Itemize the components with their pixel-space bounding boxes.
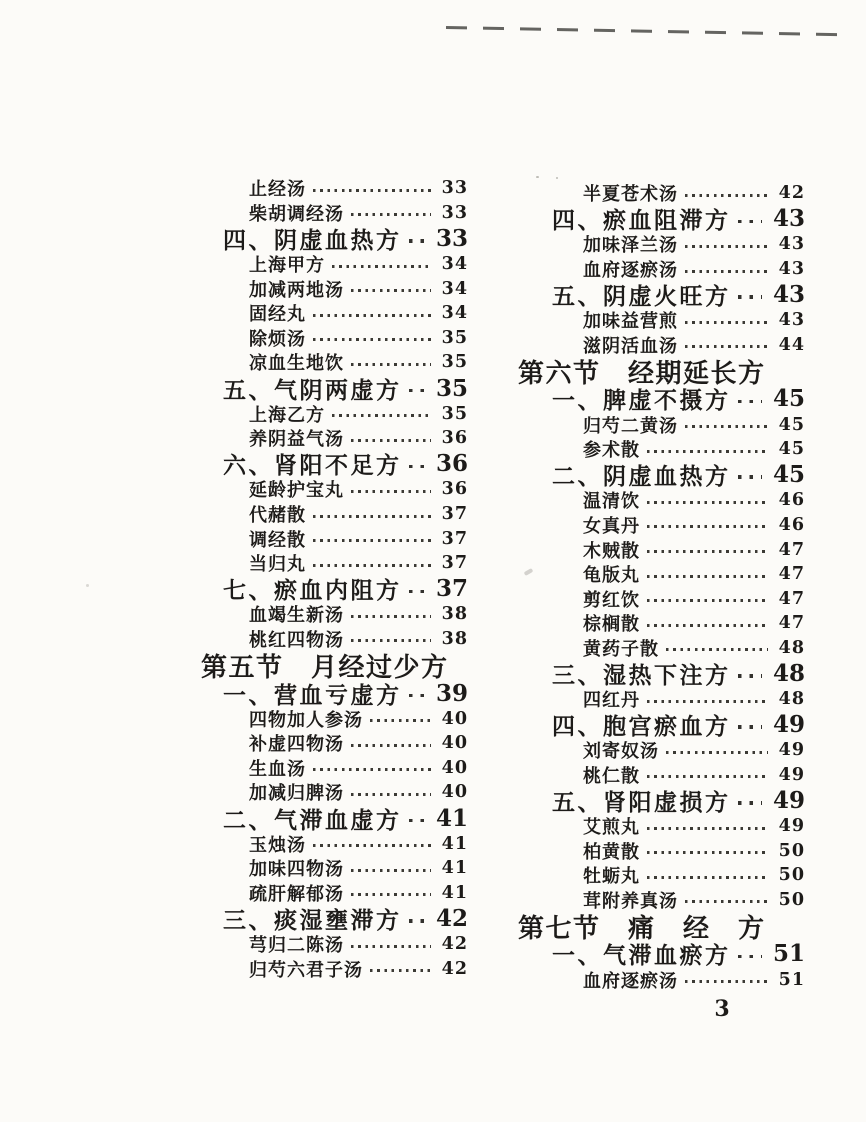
page-number-ref: 48: [772, 659, 805, 687]
toc-label: 黄药子散: [583, 638, 659, 660]
dot-leader: [370, 969, 431, 972]
dot-leader: [738, 725, 763, 729]
toc-row-entry: [200, 856, 468, 881]
page-number-ref: 41: [441, 858, 468, 879]
toc-label: 四红丹: [583, 690, 640, 712]
toc-row-entry: [200, 831, 468, 856]
dot-leader: [351, 869, 431, 872]
page-number-ref: 49: [772, 786, 805, 814]
dot-leader: [351, 439, 431, 442]
toc-row-entry: [512, 308, 805, 333]
dot-leader: [313, 314, 431, 317]
dot-leader: [647, 827, 768, 830]
page-number-ref: 49: [778, 740, 805, 761]
toc-label: 半夏苍术汤: [583, 184, 678, 206]
toc-column-right: [512, 181, 805, 992]
toc-label: 加味益营煎: [583, 311, 678, 333]
dot-leader: [647, 575, 768, 578]
dot-leader: [685, 321, 768, 324]
page-number-ref: 47: [778, 539, 805, 560]
page-number-ref: 33: [441, 202, 468, 223]
toc-row-entry: [512, 562, 805, 587]
dot-leader: [647, 599, 768, 602]
page-number-ref: 37: [441, 504, 468, 525]
toc-label: 归芍六君子汤: [249, 959, 363, 981]
toc-label: 代赭散: [249, 505, 306, 527]
toc-label: 延龄护宝丸: [249, 480, 344, 502]
dot-leader: [409, 590, 426, 594]
page-number-ref: 43: [772, 281, 805, 309]
page-number-ref: 45: [778, 439, 805, 460]
page-number-ref: 45: [778, 414, 805, 435]
page-number-ref: 46: [778, 514, 805, 535]
dot-leader: [647, 624, 768, 627]
page-number-ref: 42: [441, 958, 468, 979]
toc-row-entry: [200, 301, 468, 326]
toc-row-entry: [512, 488, 805, 513]
toc-label: 柴胡调经汤: [249, 203, 344, 225]
toc-label: 木贼散: [583, 540, 640, 562]
toc-label: 当归丸: [249, 554, 306, 576]
page-number-ref: 51: [772, 940, 805, 968]
page-number-ref: 48: [778, 637, 805, 658]
section-heading: 第七节 痛 经 方: [518, 913, 766, 944]
dot-leader: [647, 525, 768, 528]
dot-leader: [647, 700, 768, 703]
toc-label: 血竭生新汤: [249, 605, 344, 627]
toc-row-entry: [200, 502, 468, 527]
toc-row-entry: [512, 967, 805, 992]
toc-row-group: [200, 576, 468, 603]
page-number-ref: 37: [435, 575, 468, 603]
toc-row-group: [200, 375, 468, 402]
folio-page-number: 3: [714, 996, 730, 1022]
toc-row-group: [200, 225, 468, 252]
page-number-ref: 33: [441, 178, 468, 199]
page-number-ref: 36: [441, 428, 468, 449]
dot-leader: [409, 919, 426, 923]
page-number-ref: 34: [441, 278, 468, 299]
toc-label: 三、湿热下注方: [552, 661, 731, 689]
toc-row-entry: [200, 706, 468, 731]
dot-leader: [332, 265, 431, 268]
page-number-ref: 45: [772, 385, 805, 413]
toc-row-entry: [200, 756, 468, 781]
dot-leader: [351, 289, 431, 292]
toc-row-group: [200, 451, 468, 478]
toc-label: 加味四物汤: [249, 859, 344, 881]
page-number-ref: 36: [441, 479, 468, 500]
toc-label: 桃仁散: [583, 765, 640, 787]
toc-label: 温清饮: [583, 491, 640, 513]
page-number-ref: 47: [778, 613, 805, 634]
toc-row-section: [200, 651, 468, 684]
page-number-ref: 42: [441, 934, 468, 955]
page-number-ref: 41: [435, 804, 468, 832]
toc-label: 二、阴虚血热方: [552, 463, 731, 491]
dot-leader: [685, 900, 768, 903]
toc-label: 补虚四物汤: [249, 734, 344, 756]
page-number-ref: 42: [778, 183, 805, 204]
toc-label: 艾煎丸: [583, 817, 640, 839]
toc-label: 三、痰湿壅滞方: [223, 906, 402, 934]
dot-leader: [685, 245, 768, 248]
toc-label: 龟版丸: [583, 565, 640, 587]
page-number-ref: 46: [778, 490, 805, 511]
dot-leader: [351, 639, 431, 642]
toc-label: 加减归脾汤: [249, 783, 344, 805]
toc-row-entry: [200, 731, 468, 756]
dot-leader: [738, 400, 763, 404]
dot-leader: [332, 414, 431, 417]
page-number-ref: 39: [435, 679, 468, 707]
toc-label: 一、气滞血瘀方: [552, 942, 731, 970]
toc-row-entry: [200, 526, 468, 551]
dot-leader: [370, 719, 431, 722]
dot-leader: [351, 213, 431, 216]
toc-row-entry: [512, 738, 805, 763]
toc-row-entry: [512, 513, 805, 538]
toc-label: 养阴益气汤: [249, 429, 344, 451]
toc-label: 茸附养真汤: [583, 890, 678, 912]
toc-label: 芎归二陈汤: [249, 935, 344, 957]
toc-label: 归芍二黄汤: [583, 415, 678, 437]
dot-leader: [351, 945, 431, 948]
dot-leader: [647, 501, 768, 504]
page-number-ref: 43: [778, 310, 805, 331]
page-number-ref: 35: [441, 327, 468, 348]
toc-label: 二、气滞血虚方: [223, 806, 402, 834]
toc-label: 调经散: [249, 529, 306, 551]
dot-leader: [313, 189, 431, 192]
page-number-ref: 37: [441, 528, 468, 549]
toc-label: 除烦汤: [249, 328, 306, 350]
dot-leader: [351, 793, 431, 796]
toc-label: 上海甲方: [249, 255, 325, 277]
toc-label: 玉烛汤: [249, 834, 306, 856]
toc-row-entry: [200, 932, 468, 957]
scan-speck-artifact: [86, 584, 89, 587]
toc-label: 五、肾阳虚损方: [552, 788, 731, 816]
dot-leader: [313, 515, 431, 518]
page-number-ref: 47: [778, 588, 805, 609]
page-number-ref: 40: [441, 757, 468, 778]
toc-row-entry: [512, 838, 805, 863]
toc-label: 牡蛎丸: [583, 866, 640, 888]
page-number-ref: 40: [441, 708, 468, 729]
dot-leader: [666, 751, 768, 754]
toc-row-entry: [512, 611, 805, 636]
section-heading: 第六节 经期延长方: [518, 358, 766, 389]
page-number-ref: 50: [778, 889, 805, 910]
dot-leader: [738, 674, 763, 678]
toc-row-entry: [512, 537, 805, 562]
scan-speck-artifact: [556, 177, 558, 179]
toc-label: 六、肾阳不足方: [223, 452, 402, 480]
page-number-ref: 34: [441, 303, 468, 324]
toc-row-entry: [200, 276, 468, 301]
toc-row-group: [512, 281, 805, 311]
page-number-ref: 40: [441, 782, 468, 803]
dot-leader: [409, 465, 426, 469]
toc-label: 棕榈散: [583, 614, 640, 636]
toc-label: 刘寄奴汤: [583, 741, 659, 763]
toc-label: 四、瘀血阻滞方: [552, 207, 731, 235]
toc-label: 桃红四物汤: [249, 629, 344, 651]
toc-label: 滋阴活血汤: [583, 335, 678, 357]
page-number-ref: 38: [441, 604, 468, 625]
page-number-ref: 40: [441, 733, 468, 754]
toc-row-group: [512, 711, 805, 741]
dot-leader: [409, 694, 426, 698]
dot-leader: [647, 851, 768, 854]
dot-leader: [313, 338, 431, 341]
page-number-ref: 44: [778, 334, 805, 355]
toc-label: 四物加人参汤: [249, 709, 363, 731]
dot-leader: [351, 490, 431, 493]
dot-leader: [351, 363, 431, 366]
page-number-ref: 47: [778, 564, 805, 585]
toc-row-entry: [200, 252, 468, 277]
toc-row-group: [512, 461, 805, 491]
page-number-ref: 51: [778, 969, 805, 990]
toc-label: 止经汤: [249, 179, 306, 201]
dot-leader: [313, 844, 431, 847]
toc-label: 四、阴虚血热方: [223, 226, 402, 254]
page-number-ref: 45: [772, 461, 805, 489]
dot-leader: [685, 425, 768, 428]
page-number-ref: 43: [778, 234, 805, 255]
toc-label: 疏肝解郁汤: [249, 883, 344, 905]
section-heading: 第五节 月经过少方: [201, 653, 449, 684]
dot-leader: [738, 220, 763, 224]
page-number-ref: 35: [441, 403, 468, 424]
dot-leader: [738, 295, 763, 299]
page-number-ref: 36: [435, 450, 468, 478]
toc-label: 剪红饮: [583, 589, 640, 611]
toc-label: 参术散: [583, 440, 640, 462]
page-number-ref: 38: [441, 628, 468, 649]
toc-label: 加减两地汤: [249, 279, 344, 301]
dot-leader: [666, 648, 768, 651]
toc-row-entry: [200, 956, 468, 981]
dot-leader: [685, 270, 768, 273]
toc-row-group: [512, 787, 805, 814]
toc-label: 柏黄散: [583, 841, 640, 863]
dot-leader: [351, 615, 431, 618]
page-number-ref: 43: [778, 259, 805, 280]
page-number-ref: 49: [778, 816, 805, 837]
dot-leader: [738, 955, 763, 959]
dot-leader: [313, 539, 431, 542]
dot-leader: [647, 876, 768, 879]
toc-label: 固经丸: [249, 304, 306, 326]
dot-leader: [313, 564, 431, 567]
dot-leader: [409, 239, 426, 243]
toc-label: 上海乙方: [249, 404, 325, 426]
toc-row-entry: [512, 863, 805, 888]
dot-leader: [647, 550, 768, 553]
page-number-ref: 49: [772, 711, 805, 739]
toc-row-group: [512, 386, 805, 413]
top-dashed-rule: [446, 26, 844, 36]
toc-row-section: [512, 912, 805, 944]
dot-leader: [685, 345, 768, 348]
dot-leader: [738, 801, 763, 805]
toc-label: 血府逐瘀汤: [583, 260, 678, 282]
dot-leader: [409, 389, 426, 393]
page-number-ref: 48: [778, 689, 805, 710]
toc-label: 一、营血亏虚方: [223, 681, 402, 709]
toc-label: 四、胞宫瘀血方: [552, 713, 731, 741]
dot-leader: [685, 194, 768, 197]
page-number-ref: 37: [441, 553, 468, 574]
dot-leader: [738, 475, 763, 479]
dot-leader: [685, 980, 768, 983]
toc-label: 女真丹: [583, 515, 640, 537]
dot-leader: [313, 768, 431, 771]
dot-leader: [409, 819, 426, 823]
toc-row-group: [512, 660, 805, 687]
page-number-ref: 50: [778, 865, 805, 886]
toc-row-entry: [512, 814, 805, 839]
toc-row-entry: [200, 477, 468, 502]
page-number-ref: 33: [435, 224, 468, 252]
page-number-ref: 34: [441, 254, 468, 275]
toc-label: 一、脾虚不摄方: [552, 387, 731, 415]
dot-leader: [351, 744, 431, 747]
toc-column-left: [200, 176, 468, 981]
page-number-ref: 41: [441, 882, 468, 903]
toc-row-group: [200, 805, 468, 832]
toc-row-entry: [200, 602, 468, 627]
page-number-ref: 42: [435, 904, 468, 932]
page-number-ref: 49: [778, 764, 805, 785]
toc-label: 加味泽兰汤: [583, 235, 678, 257]
page-number-ref: 35: [435, 374, 468, 402]
page-number-ref: 43: [772, 205, 805, 233]
toc-row-entry: [512, 232, 805, 257]
toc-row-group: [200, 905, 468, 932]
page-number-ref: 41: [441, 833, 468, 854]
toc-label: 生血汤: [249, 758, 306, 780]
toc-label: 七、瘀血内阻方: [223, 577, 402, 605]
toc-row-entry: [200, 401, 468, 426]
toc-label: 五、阴虚火旺方: [552, 283, 731, 311]
toc-row-section: [512, 357, 805, 389]
toc-label: 凉血生地饮: [249, 353, 344, 375]
toc-row-group: [200, 680, 468, 707]
page-number-ref: 50: [778, 840, 805, 861]
toc-row-entry: [200, 176, 468, 201]
scan-speck-artifact: [536, 176, 539, 178]
dot-leader: [647, 775, 768, 778]
page-number-ref: 35: [441, 352, 468, 373]
toc-row-entry: [200, 326, 468, 351]
toc-row-entry: [512, 586, 805, 611]
toc-row-entry: [512, 412, 805, 437]
toc-row-group: [512, 206, 805, 233]
toc-label: 五、气阴两虚方: [223, 376, 402, 404]
toc-row-group: [512, 941, 805, 968]
dot-leader: [647, 450, 768, 453]
dot-leader: [351, 893, 431, 896]
toc-label: 血府逐瘀汤: [583, 970, 678, 992]
